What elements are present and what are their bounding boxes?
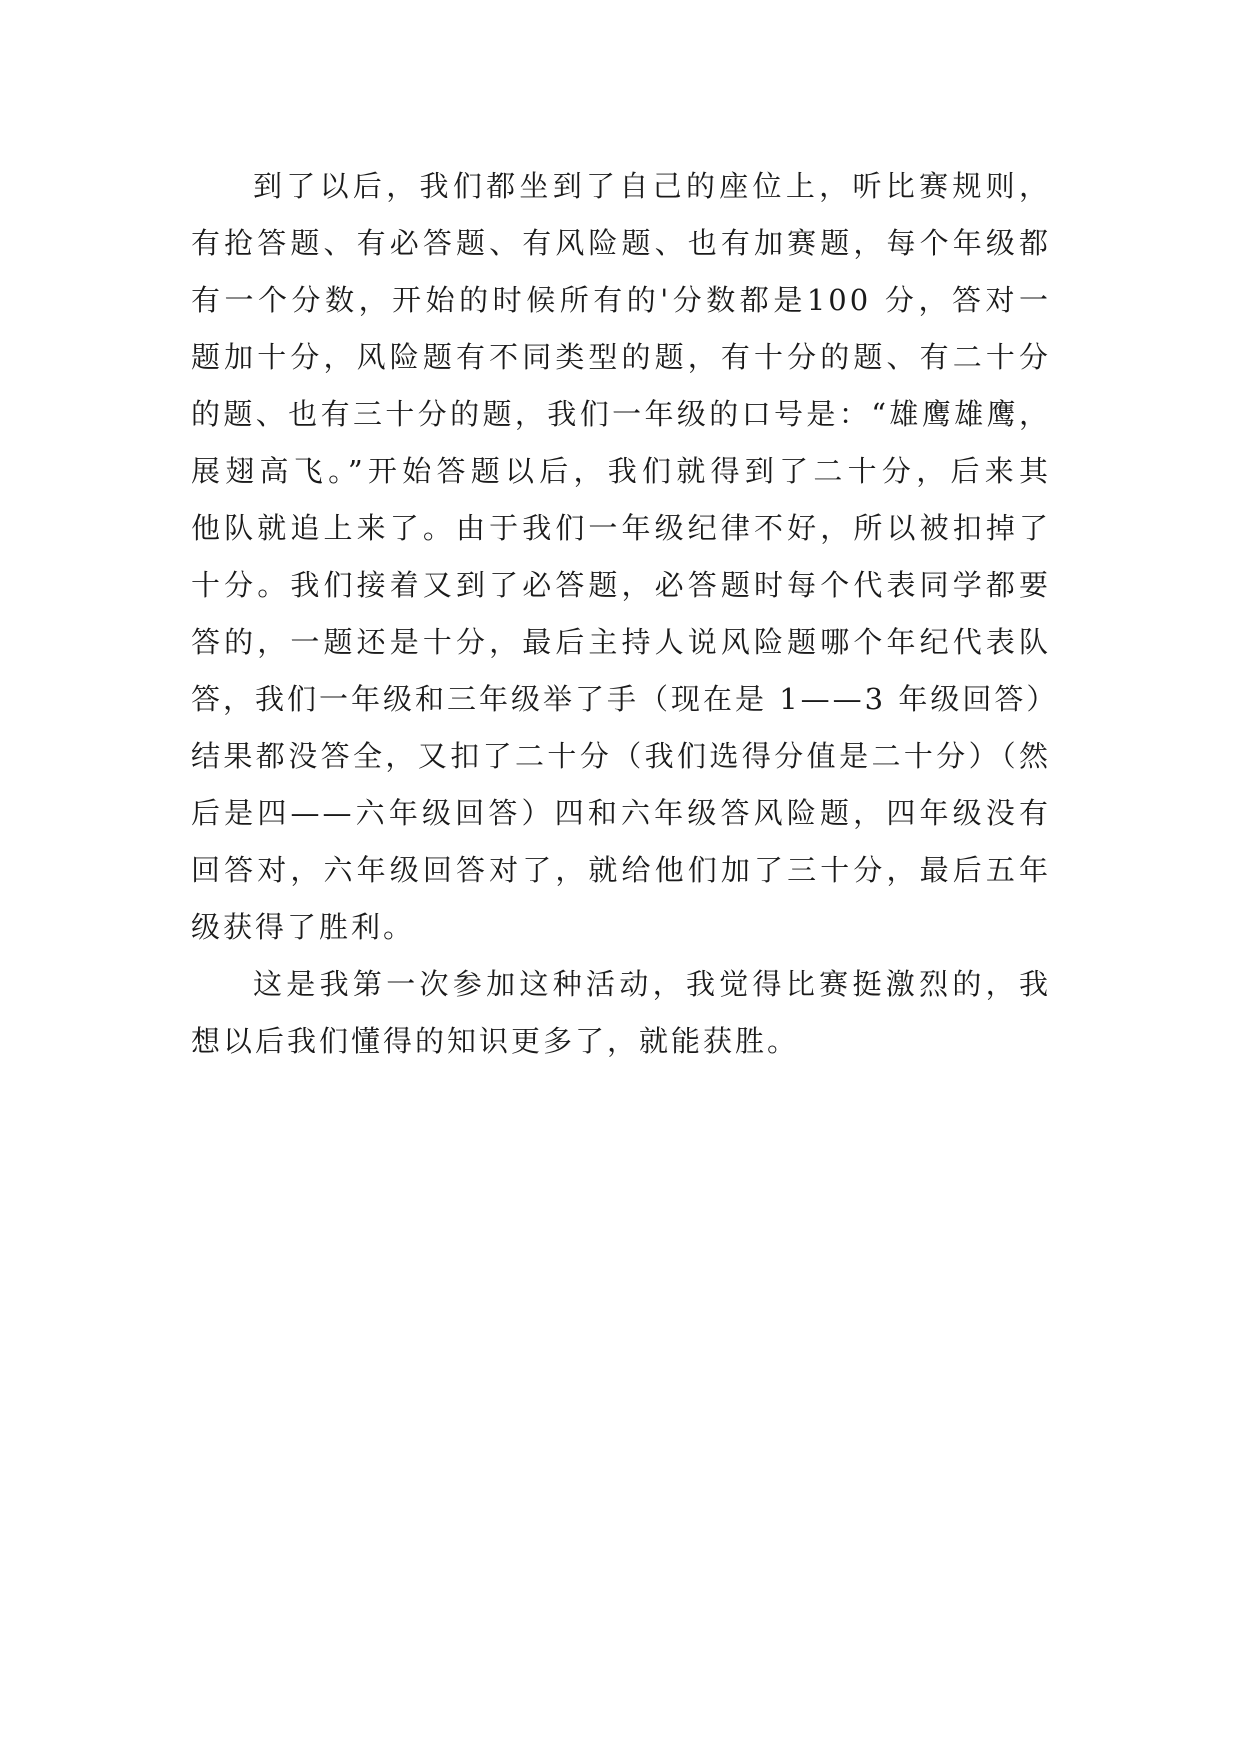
text-line: 的题、也有三十分的题，我们一年级的口号是：“雄鹰雄鹰，: [191, 397, 1051, 431]
text-line: 这是我第一次参加这种活动，我觉得比赛挺激烈的，我: [253, 967, 1051, 1001]
text-line: 有抢答题、有必答题、有风险题、也有加赛题，每个年级都: [191, 226, 1051, 260]
paragraph-2: [191, 956, 1051, 1070]
text-line: 想以后我们懂得的知识更多了，就能获胜。: [191, 1024, 800, 1058]
text-line: 有一个分数，开始的时候所有的'分数都是100 分，答对一: [191, 283, 1051, 317]
body-text: [191, 158, 1059, 1070]
text-line: 回答对，六年级回答对了，就给他们加了三十分，最后五年: [191, 853, 1051, 887]
text-line: 答，我们一年级和三年级举了手（现在是 1——3 年级回答）: [191, 682, 1059, 716]
text-line: 结果都没答全，又扣了二十分（我们选得分值是二十分）（然: [191, 739, 1051, 773]
text-line: 展翅高飞。”开始答题以后，我们就得到了二十分，后来其: [191, 454, 1051, 488]
text-line: 他队就追上来了。由于我们一年级纪律不好，所以被扣掉了: [191, 511, 1051, 545]
text-line: 题加十分，风险题有不同类型的题，有十分的题、有二十分: [191, 340, 1051, 374]
text-line: 十分。我们接着又到了必答题，必答题时每个代表同学都要: [191, 568, 1051, 602]
text-line: 答的，一题还是十分，最后主持人说风险题哪个年纪代表队: [191, 625, 1051, 659]
text-line: 后是四——六年级回答）四和六年级答风险题，四年级没有: [191, 796, 1051, 830]
paragraph-1: [191, 158, 1059, 956]
text-line: 级获得了胜利。: [191, 910, 416, 944]
text-line: 到了以后，我们都坐到了自己的座位上，听比赛规则，: [253, 169, 1051, 203]
